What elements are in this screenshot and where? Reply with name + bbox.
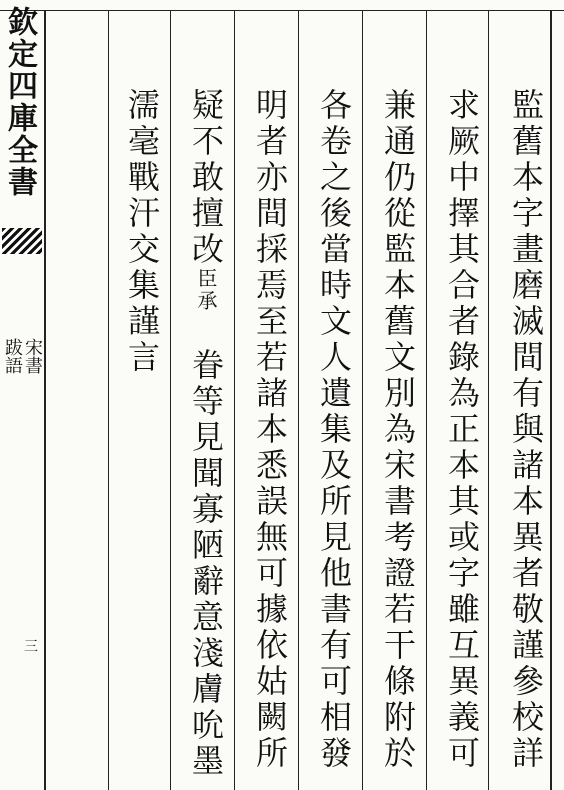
text-column-6 [186, 88, 226, 780]
column-rule [426, 10, 427, 790]
column-6-pre: 疑不敢擅改 [187, 88, 225, 268]
right-border [550, 10, 552, 790]
gutter-border [44, 10, 46, 790]
column-6-small: 臣承 [194, 268, 218, 312]
text-column-2: 求厥中擇其合者錄為正本其或字雖互異義可 [443, 88, 481, 772]
column-rule [362, 10, 363, 790]
top-border [0, 10, 564, 11]
text-column-1: 監舊本字畫磨滅間有與諸本異者敬謹參校詳 [507, 88, 545, 772]
fishtail-ornament [2, 228, 42, 254]
column-rule [108, 10, 109, 790]
book-title: 欽定四庫全書 [2, 6, 37, 198]
page-number: 三 [24, 639, 38, 655]
text-column-7: 濡毫戰汗交集謹言 [123, 88, 161, 376]
text-column-4: 各卷之後當時文人遺集及所見他書有可相發 [315, 88, 353, 772]
text-column-5: 明者亦間採焉至若諸本悉誤無可據依姑闕所 [251, 88, 289, 772]
column-rule [298, 10, 299, 790]
column-6-post: 眷等見聞寡陋辭意淺膚吮墨 [187, 312, 225, 780]
column-rule [170, 10, 171, 790]
column-rule [488, 10, 489, 790]
column-rule [234, 10, 235, 790]
gutter-subtitle-right: 宋書 [22, 338, 43, 374]
text-column-3: 兼通仍從監本舊文別為宋書考證若干條附於 [379, 88, 417, 772]
gutter-subtitle-left: 跋語 [2, 338, 23, 374]
